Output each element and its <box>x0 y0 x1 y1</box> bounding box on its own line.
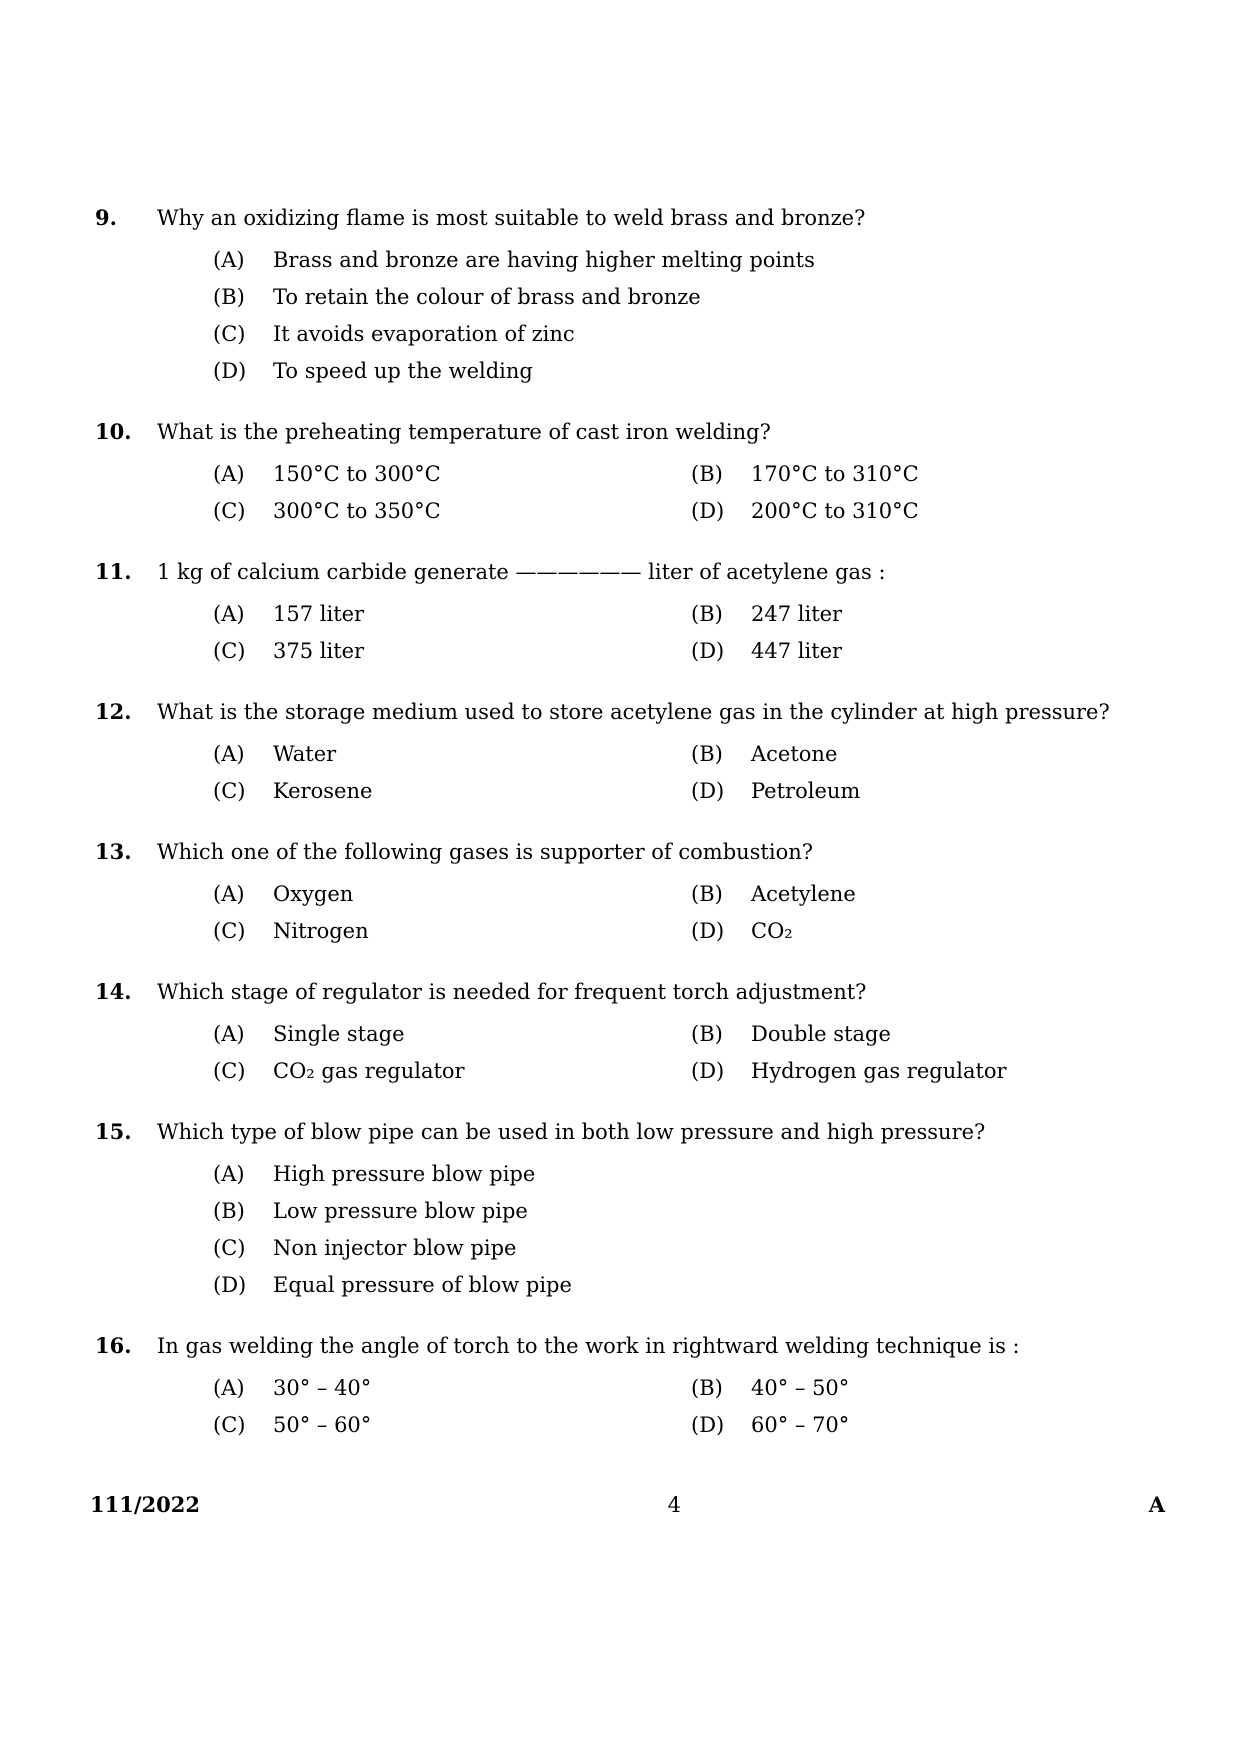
option-text: 50° – 60° <box>273 1413 372 1437</box>
answer-option <box>213 1375 691 1401</box>
option-text: Acetone <box>751 742 838 766</box>
option-text: 60° – 70° <box>751 1413 850 1437</box>
option-text: Petroleum <box>751 779 861 803</box>
option-label: (D) <box>213 359 247 383</box>
option-text: 150°C to 300°C <box>273 462 441 486</box>
question-text: What is the preheating temperature of cast iron welding? <box>157 420 771 444</box>
question-body <box>157 559 1165 664</box>
option-text: Equal pressure of blow pipe <box>273 1273 572 1297</box>
answer-option <box>213 1412 691 1438</box>
options-group <box>213 1161 1165 1298</box>
option-label: (B) <box>691 882 723 906</box>
answer-option <box>213 918 691 944</box>
option-label: (A) <box>213 602 245 626</box>
question-number: 12. <box>95 699 132 724</box>
answer-option <box>691 1021 1165 1047</box>
option-text: Double stage <box>751 1022 891 1046</box>
option-label: (D) <box>691 1059 725 1083</box>
option-text: Acetylene <box>751 882 856 906</box>
option-text: 157 liter <box>273 602 365 626</box>
answer-option <box>213 601 691 627</box>
option-text: Brass and bronze are having higher melting points <box>273 248 815 272</box>
option-label: (B) <box>691 462 723 486</box>
question-text: In gas welding the angle of torch to the work in rightward welding technique is : <box>157 1334 1020 1358</box>
question-body <box>157 839 1165 944</box>
option-label: (A) <box>213 1376 245 1400</box>
answer-option <box>691 498 1165 524</box>
answer-option <box>213 638 691 664</box>
option-text: Single stage <box>273 1022 405 1046</box>
option-label: (B) <box>691 1376 723 1400</box>
answer-option <box>691 741 1165 767</box>
option-label: (A) <box>213 882 245 906</box>
option-label: (C) <box>213 1413 246 1437</box>
option-text: 447 liter <box>751 639 843 663</box>
option-text: To speed up the welding <box>273 359 533 383</box>
answer-option <box>213 358 1165 384</box>
options-group <box>213 247 1165 384</box>
option-label: (A) <box>213 462 245 486</box>
option-label: (A) <box>213 1022 245 1046</box>
question-block <box>95 1119 1165 1298</box>
answer-option <box>691 461 1165 487</box>
question-body <box>157 419 1165 524</box>
option-text: It avoids evaporation of zinc <box>273 322 575 346</box>
option-label: (C) <box>213 1059 246 1083</box>
option-label: (B) <box>691 602 723 626</box>
option-text: 375 liter <box>273 639 365 663</box>
option-label: (A) <box>213 742 245 766</box>
option-label: (B) <box>213 1199 245 1223</box>
option-label: (B) <box>213 285 245 309</box>
question-number: 13. <box>95 839 132 864</box>
option-label: (D) <box>691 499 725 523</box>
answer-option <box>213 321 1165 347</box>
answer-option <box>691 1375 1165 1401</box>
answer-option <box>213 1272 1165 1298</box>
option-text: 300°C to 350°C <box>273 499 441 523</box>
question-text: Why an oxidizing flame is most suitable to weld brass and bronze? <box>157 206 866 230</box>
answer-option <box>213 1161 1165 1187</box>
option-label: (C) <box>213 322 246 346</box>
option-label: (C) <box>213 919 246 943</box>
option-text: To retain the colour of brass and bronze <box>273 285 701 309</box>
option-text: 200°C to 310°C <box>751 499 919 523</box>
options-group <box>213 741 1165 804</box>
answer-option <box>213 247 1165 273</box>
option-text: Water <box>273 742 337 766</box>
question-body <box>157 979 1165 1084</box>
answer-option <box>691 601 1165 627</box>
answer-option <box>691 1058 1165 1084</box>
options-group <box>213 601 1165 664</box>
options-group <box>213 461 1165 524</box>
options-group <box>213 1375 1165 1438</box>
question-body <box>157 205 1165 384</box>
option-text: Oxygen <box>273 882 354 906</box>
option-text: Hydrogen gas regulator <box>751 1059 1007 1083</box>
paper-code: 111/2022 <box>90 1492 200 1517</box>
option-text: CO₂ <box>751 919 793 943</box>
answer-option <box>213 461 691 487</box>
option-label: (D) <box>213 1273 247 1297</box>
option-label: (C) <box>213 1236 246 1260</box>
question-number: 16. <box>95 1333 132 1358</box>
option-text: High pressure blow pipe <box>273 1162 536 1186</box>
option-label: (D) <box>691 919 725 943</box>
question-number: 15. <box>95 1119 132 1144</box>
question-text: Which stage of regulator is needed for frequent torch adjustment? <box>157 980 867 1004</box>
options-group <box>213 1021 1165 1084</box>
answer-option <box>691 881 1165 907</box>
option-label: (B) <box>691 742 723 766</box>
question-block <box>95 979 1165 1084</box>
option-label: (A) <box>213 1162 245 1186</box>
booklet-code: A <box>1148 1492 1165 1517</box>
page-footer <box>90 1492 1165 1518</box>
question-body <box>157 1119 1165 1298</box>
question-body <box>157 1333 1165 1438</box>
answer-option <box>213 778 691 804</box>
option-text: 247 liter <box>751 602 843 626</box>
answer-option <box>691 778 1165 804</box>
question-block <box>95 839 1165 944</box>
option-text: Low pressure blow pipe <box>273 1199 528 1223</box>
option-label: (C) <box>213 779 246 803</box>
question-text: Which one of the following gases is supporter of combustion? <box>157 840 814 864</box>
question-number: 9. <box>95 205 117 230</box>
question-block <box>95 559 1165 664</box>
answer-option <box>213 1021 691 1047</box>
option-text: 30° – 40° <box>273 1376 372 1400</box>
option-label: (D) <box>691 639 725 663</box>
question-block <box>95 699 1165 804</box>
question-block <box>95 1333 1165 1438</box>
option-label: (A) <box>213 248 245 272</box>
option-label: (D) <box>691 779 725 803</box>
question-number: 10. <box>95 419 132 444</box>
options-group <box>213 881 1165 944</box>
option-text: Kerosene <box>273 779 373 803</box>
question-body <box>157 699 1165 804</box>
answer-option <box>213 741 691 767</box>
answer-option <box>213 1235 1165 1261</box>
question-text: What is the storage medium used to store acetylene gas in the cylinder at high pressure? <box>157 700 1110 724</box>
question-text: 1 kg of calcium carbide generate —————— liter of acetylene gas : <box>157 560 886 584</box>
answer-option <box>691 638 1165 664</box>
question-number: 11. <box>95 559 132 584</box>
option-text: Non injector blow pipe <box>273 1236 517 1260</box>
page-number: 4 <box>667 1493 682 1517</box>
answer-option <box>213 1198 1165 1224</box>
answer-option <box>213 284 1165 310</box>
answer-option <box>691 918 1165 944</box>
option-label: (D) <box>691 1413 725 1437</box>
option-label: (C) <box>213 639 246 663</box>
option-label: (C) <box>213 499 246 523</box>
option-text: 170°C to 310°C <box>751 462 919 486</box>
answer-option <box>213 881 691 907</box>
question-number: 14. <box>95 979 132 1004</box>
answer-option <box>691 1412 1165 1438</box>
question-block <box>95 205 1165 384</box>
option-label: (B) <box>691 1022 723 1046</box>
option-text: CO₂ gas regulator <box>273 1059 465 1083</box>
option-text: 40° – 50° <box>751 1376 850 1400</box>
question-text: Which type of blow pipe can be used in both low pressure and high pressure? <box>157 1120 986 1144</box>
answer-option <box>213 498 691 524</box>
option-text: Nitrogen <box>273 919 369 943</box>
question-block <box>95 419 1165 524</box>
answer-option <box>213 1058 691 1084</box>
